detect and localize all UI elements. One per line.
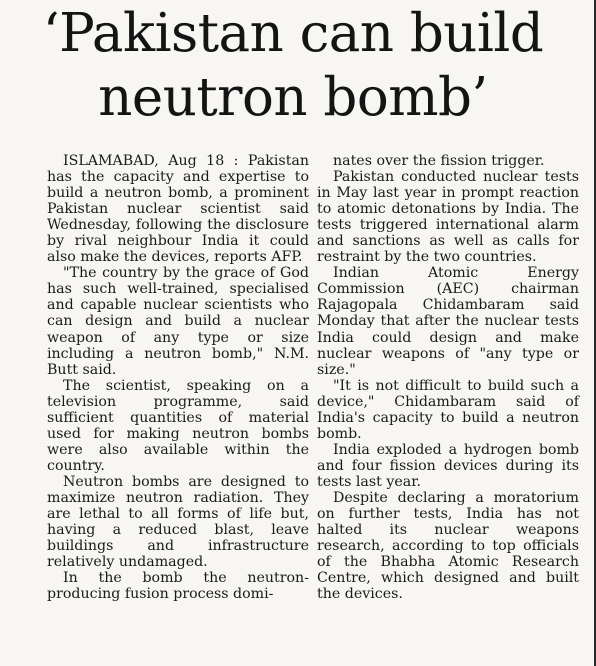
article-paragraph [47,153,309,265]
article-paragraph: "The country by the grace of God has such well-trained, specialised and capable nuclear scientists who can design and build a nuclear weapon of any type or size including a neutron bomb," N.M. Butt said. [47,265,309,378]
article-column-right [317,153,579,602]
article-paragraph: Indian Atomic Energy Commission (AEC) chairman Rajagopala Chidambaram said Monday that after the nuclear tests India could design and make nuclear weapons of "any type or size." [317,265,579,378]
article-paragraph: nates over the fission trigger. [333,153,545,169]
headline-line-2: neutron bomb’ [98,67,488,128]
article-paragraph: The scientist, speaking on a television programme, said sufficient quantities of material used for making neutron bombs were also available within the country. [47,377,309,474]
article-paragraph: Despite declaring a moratorium on further tests, India has not halted its nuclear weapons research, according to top officials of the Bhabha Atomic Research Centre, which designed and built the devices. [317,489,579,603]
article-paragraph: In the bomb the neutron-producing fusion process domi- [47,570,309,603]
article-paragraph: Pakistan conducted nuclear tests in May last year in prompt reaction to atomic detonations by India. The tests triggered international alarm and sanctions as well as calls for restraint by the two countries. [317,169,579,266]
article-column-left [47,153,309,602]
headline-line-1: ‘Pakistan can build [42,3,544,64]
article-paragraph: India exploded a hydrogen bomb and four fission devices during its tests last year. [317,441,579,490]
paragraph-text: Pakistan has the capacity and expertise to build a neutron bomb, a prominent Pakistan nuclear scientist said Wednesday, following the disclosure by rival neighbour India it could also make the devices, reports AFP. [47,153,309,266]
article-paragraph: Neutron bombs are designed to maximize neutron radiation. They are lethal to all forms of life but, having a reduced blast, leave buildings and infrastructure relatively undamaged. [47,473,309,571]
article-paragraph: "It is not difficult to build such a device," Chidambaram said of India's capacity to build a neutron bomb. [317,377,579,442]
dateline: ISLAMABAD, Aug 18 : [63,153,239,169]
headline [0,2,586,130]
